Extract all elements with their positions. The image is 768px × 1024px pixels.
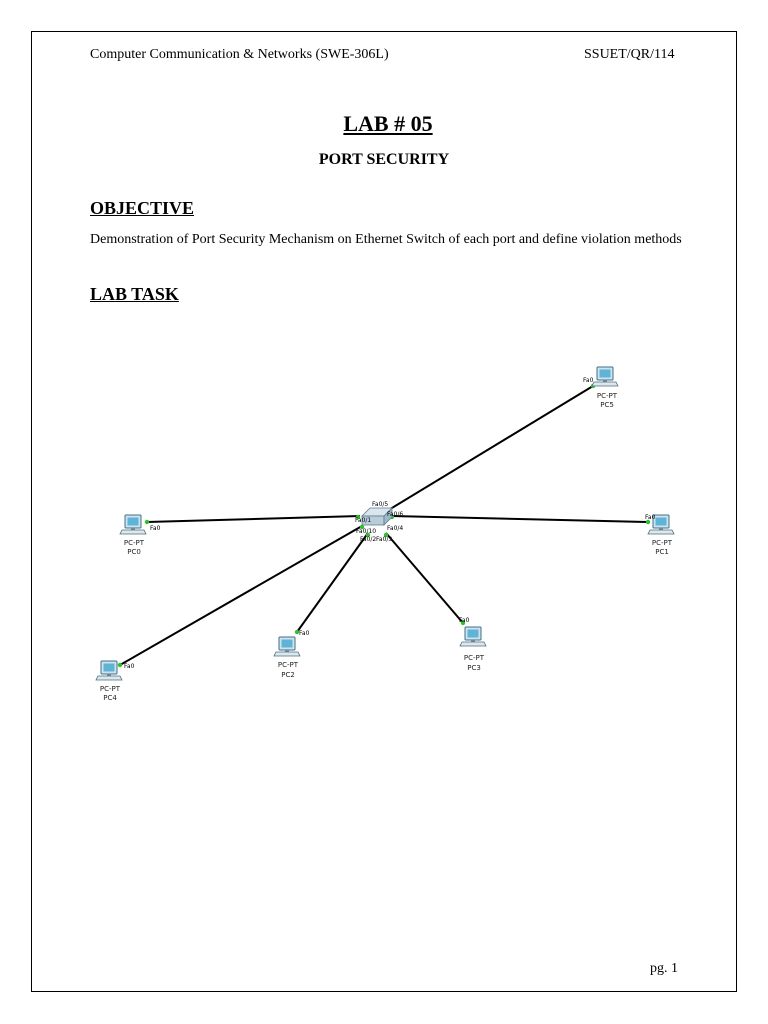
pc1-type-label: PC-PT: [651, 539, 673, 547]
pc4-type-label: PC-PT: [99, 685, 121, 693]
pc4-name-label: PC4: [103, 694, 117, 702]
port-label-fa0-6: Fa0/6: [387, 511, 404, 518]
pc5-name-label: PC5: [600, 401, 614, 409]
computer-icon: [120, 515, 146, 534]
objective-text: Demonstration of Port Security Mechanism on Ethernet Switch of each port and define violation methods: [90, 232, 682, 247]
pc3-node[interactable]: [459, 617, 486, 672]
port-label-fa0-4: Fa0/4: [387, 525, 404, 532]
pc5-type-label: PC-PT: [596, 392, 618, 400]
lab-task-heading: LAB TASK: [90, 284, 179, 304]
port-label-fa0-10: Fa0/10: [356, 528, 377, 535]
link-pc5: [382, 386, 593, 514]
link-pc1: [392, 516, 648, 522]
pc1-port-label: Fa0: [645, 514, 656, 521]
page-number: pg. 1: [650, 961, 678, 976]
pc0-port-label: Fa0: [150, 525, 161, 532]
port-label-fa0-2: Fa0/2: [360, 536, 377, 543]
pc4-port-label: Fa0: [124, 663, 135, 670]
lab-title-text: LAB # 05: [343, 111, 433, 136]
computer-icon: [96, 661, 122, 680]
header-code: SSUET/QR/114: [584, 47, 675, 62]
objective-heading: OBJECTIVE: [90, 198, 195, 218]
pc4-node[interactable]: [96, 661, 135, 702]
link-pc2: [297, 533, 368, 632]
pc2-name-label: PC2: [281, 671, 295, 679]
port-label-fa0-3: Fa0/3: [376, 536, 393, 543]
pc3-port-label: Fa0: [459, 617, 470, 624]
pc2-port-label: Fa0: [299, 630, 310, 637]
computer-icon: [274, 637, 300, 656]
pc3-name-label: PC3: [467, 664, 481, 672]
port-label-fa0-1: Fa0/1: [355, 517, 372, 524]
link-pc0: [147, 516, 360, 522]
header-course: Computer Communication & Networks (SWE-306L): [90, 47, 389, 62]
pc5-port-label: Fa0: [583, 377, 594, 384]
computer-icon: [460, 627, 486, 646]
lab-subtitle: PORT SECURITY: [318, 151, 450, 168]
pc2-node[interactable]: [274, 630, 310, 679]
computer-icon: [592, 367, 618, 386]
pc3-type-label: PC-PT: [463, 654, 485, 662]
pc2-type-label: PC-PT: [277, 661, 299, 669]
link-pc4: [120, 526, 362, 665]
port-label-fa0-5: Fa0/5: [372, 501, 389, 508]
link-pc3: [386, 533, 463, 623]
pc1-name-label: PC1: [655, 548, 669, 556]
pc1-node[interactable]: [645, 514, 674, 556]
pc0-name-label: PC0: [127, 548, 141, 556]
pc0-type-label: PC-PT: [123, 539, 145, 547]
